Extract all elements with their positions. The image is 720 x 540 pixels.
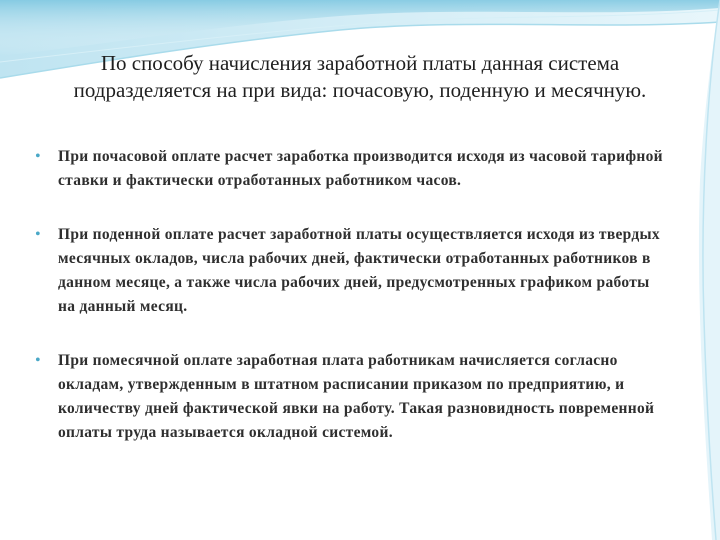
bullet-item-hourly [28, 145, 668, 193]
bullet-icon: • [35, 227, 41, 242]
bullet-text: При помесячной оплате заработная плата работникам начисляется согласно окладам, утвержденным в штатном расписании приказом по предприятию, и количеству дней фактической явки на работу. Такая разновидность повременной оплаты труда называется окладной системой. [58, 352, 655, 441]
bullet-text: При поденной оплате расчет заработной платы осуществляется исходя из твердых месячных окладов, числа рабочих дней, фактически отработанных работников в данном месяце, а также числа рабочих дней, предусмотренных графиком работы на данный месяц. [58, 226, 660, 315]
bullet-icon: • [35, 353, 41, 368]
bullet-text: При почасовой оплате расчет заработка производится исходя из часовой тарифной ставки и фактически отработанных работником часов. [58, 148, 663, 189]
bullet-icon: • [35, 149, 41, 164]
bullet-item-daily [28, 223, 668, 319]
bullet-item-monthly [28, 349, 668, 445]
bullet-list [28, 145, 668, 445]
slide-title: По способу начисления заработной платы данная система подразделяется на при вида: почасовую, поденную и месячную. [73, 51, 647, 102]
